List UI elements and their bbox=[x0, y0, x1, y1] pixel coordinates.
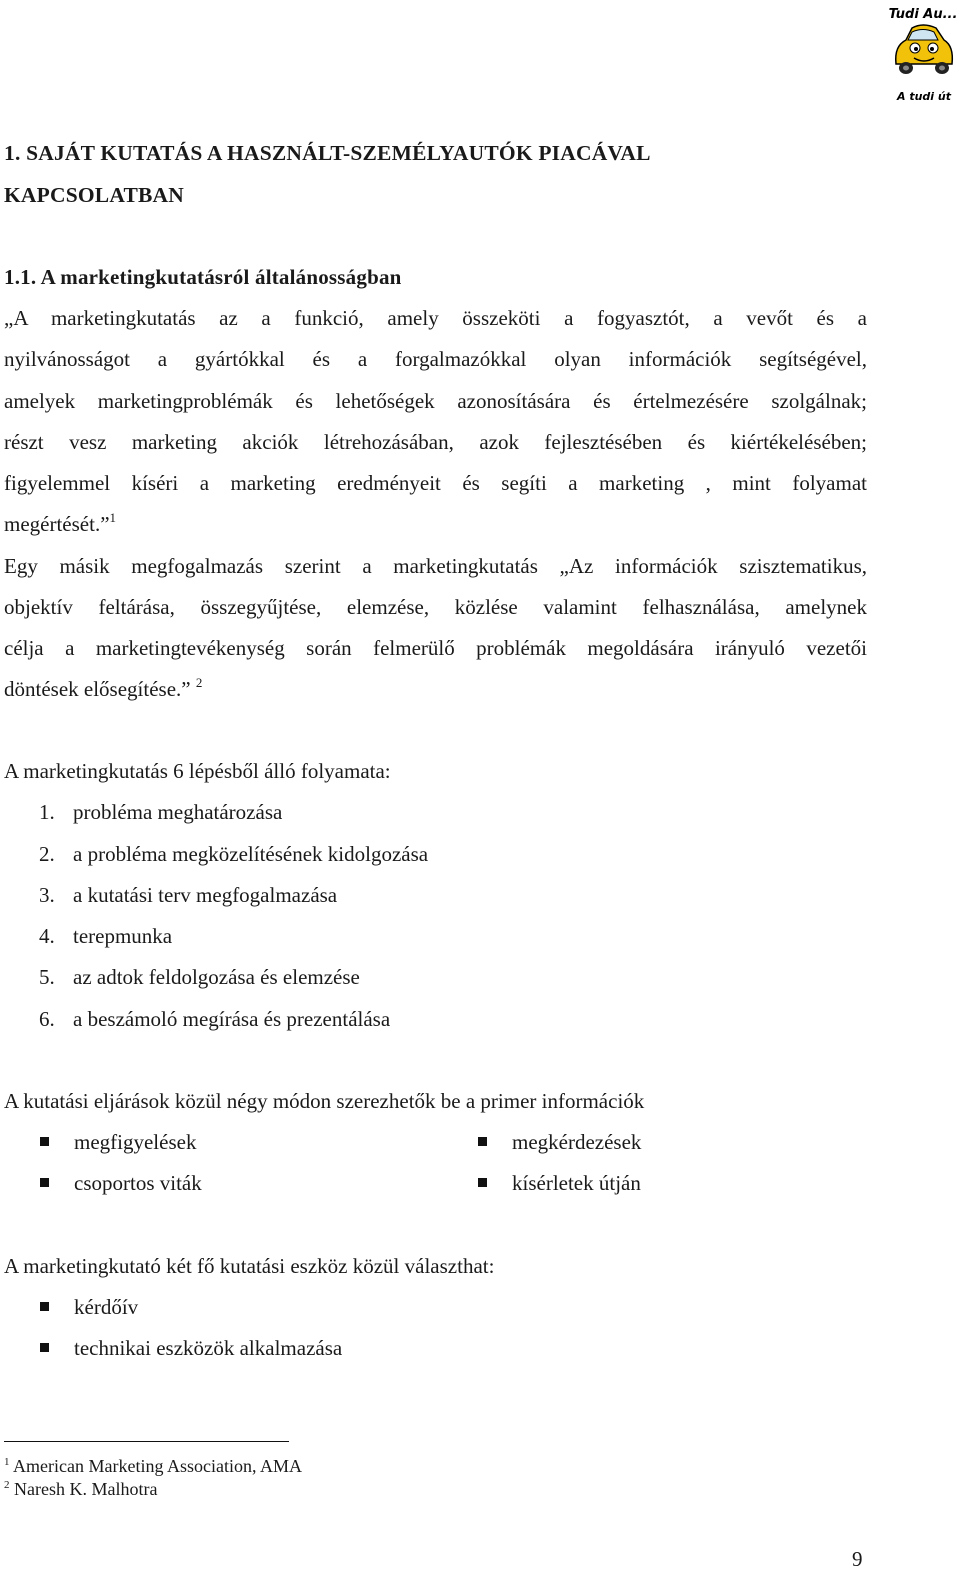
footnote-text: Naresh K. Malhotra bbox=[14, 1479, 158, 1499]
method-item: csoportos viták bbox=[74, 1171, 202, 1195]
square-bullet-icon bbox=[40, 1137, 49, 1146]
square-bullet-icon bbox=[40, 1343, 49, 1352]
footnote-separator bbox=[4, 1441, 289, 1442]
method-item: megfigyelések bbox=[74, 1130, 197, 1154]
step-text: a kutatási terv megfogalmazása bbox=[73, 883, 338, 907]
step-number: 4. bbox=[39, 924, 55, 948]
steps-intro: A marketingkutatás 6 lépésből álló folyamata: bbox=[4, 759, 391, 783]
method-item: megkérdezések bbox=[512, 1130, 642, 1154]
footnote-ref-1[interactable]: 1 bbox=[109, 510, 117, 525]
section-heading: 1.1. A marketingkutatásról általánosságban bbox=[4, 265, 402, 289]
para1-line: amelyek marketingproblémák és lehetőségek azonosítására és értelmezésére szolgálnak; bbox=[4, 389, 867, 413]
methods-intro: A kutatási eljárások közül négy módon szerezhetők be a primer információk bbox=[4, 1089, 645, 1113]
step-number: 5. bbox=[39, 965, 55, 989]
page-number: 9 bbox=[852, 1547, 863, 1571]
square-bullet-icon bbox=[40, 1302, 49, 1311]
footnote-number: 2 bbox=[4, 1479, 10, 1491]
step-text: a probléma megközelítésének kidolgozása bbox=[73, 842, 429, 866]
para2-line: célja a marketingtevékenység során felmerülő problémák megoldására irányuló vezetői bbox=[4, 636, 867, 660]
para1-line: figyelemmel kíséri a marketing eredményeit és segíti a marketing , mint folyamat bbox=[4, 471, 867, 495]
para2-last-line bbox=[4, 677, 202, 701]
para1-line: részt vesz marketing akciók létrehozásában, azok fejlesztésében és kiértékelésében; bbox=[4, 430, 867, 454]
method-item: kísérletek útján bbox=[512, 1171, 641, 1195]
footnote-ref-2[interactable]: 2 bbox=[195, 675, 203, 690]
square-bullet-icon bbox=[40, 1178, 49, 1187]
chapter-heading-line1: 1. SAJÁT KUTATÁS A HASZNÁLT-SZEMÉLYAUTÓK PIACÁVAL bbox=[4, 141, 651, 165]
chapter-heading-line2: KAPCSOLATBAN bbox=[4, 183, 184, 207]
para2-line: Egy másik megfogalmazás szerint a marketingkutatás „Az információk szisztematikus, bbox=[4, 554, 867, 578]
para1-last-text: megértését.” bbox=[4, 512, 110, 536]
tool-item: kérdőív bbox=[74, 1295, 139, 1319]
tool-item: technikai eszközök alkalmazása bbox=[74, 1336, 343, 1360]
step-text: az adtok feldolgozása és elemzése bbox=[73, 965, 360, 989]
para1-last-line bbox=[4, 512, 116, 536]
footnote bbox=[4, 1479, 157, 1499]
square-bullet-icon bbox=[478, 1137, 487, 1146]
square-bullet-icon bbox=[478, 1178, 487, 1187]
step-number: 6. bbox=[39, 1007, 55, 1031]
para2-last-text: döntések elősegítése.” bbox=[4, 677, 191, 701]
step-text: terepmunka bbox=[73, 924, 173, 948]
footnote bbox=[4, 1456, 302, 1476]
logo-bottom-text: A tudi út bbox=[897, 90, 951, 103]
footnote-text: American Marketing Association, AMA bbox=[13, 1456, 302, 1476]
step-number: 2. bbox=[39, 842, 55, 866]
para1-line: nyilvánosságot a gyártókkal és a forgalmazókkal olyan információk segítségével, bbox=[4, 347, 867, 371]
car-logo-icon bbox=[888, 2, 958, 108]
para2-line: objektív feltárása, összegyűjtése, elemzése, közlése valamint felhasználása, amelynek bbox=[4, 595, 867, 619]
step-number: 1. bbox=[39, 800, 55, 824]
footnote-number: 1 bbox=[4, 1456, 10, 1468]
para1-line: „A marketingkutatás az a funkció, amely összeköti a fogyasztót, a vevőt és a bbox=[4, 306, 867, 330]
step-number: 3. bbox=[39, 883, 55, 907]
logo bbox=[888, 2, 958, 108]
step-text: probléma meghatározása bbox=[73, 800, 283, 824]
logo-top-text: Tudi Au... bbox=[888, 7, 958, 22]
step-text: a beszámoló megírása és prezentálása bbox=[73, 1007, 391, 1031]
tools-intro: A marketingkutató két fő kutatási eszköz közül választhat: bbox=[4, 1254, 495, 1278]
